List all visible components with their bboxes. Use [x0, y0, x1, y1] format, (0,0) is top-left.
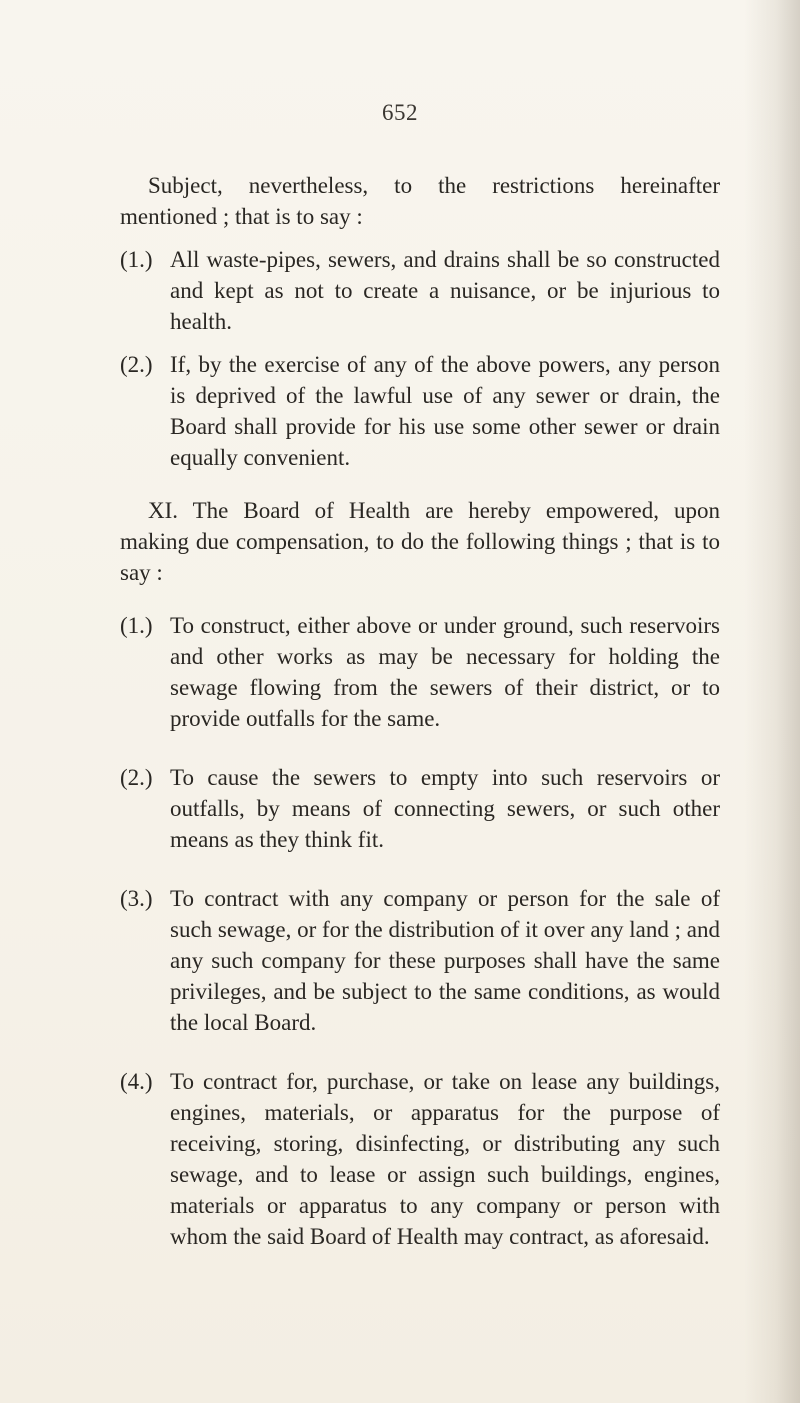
page-body [120, 170, 720, 1252]
item-text: To construct, either above or under ground, such reservoirs and other works as may be necessary for holding the sewage flowing from the sewers of their district, or to provide outfalls for the same. [170, 613, 720, 731]
page-number: 652 [382, 100, 418, 125]
item-number: (2.) [120, 765, 153, 790]
restriction-item [120, 244, 720, 337]
item-number: (1.) [120, 247, 153, 272]
power-item [120, 762, 720, 855]
intro-paragraph: Subject, nevertheless, to the restrictions hereinafter mentioned ; that is to say : [120, 173, 720, 229]
item-text: To contract for, purchase, or take on lease any buildings, engines, materials, or apparatus for the purpose of receiving, storing, disinfecting, or distributing any such sewage, and to lease or assign such buildings, engines, materials or apparatus to any company or person with whom the said Board of Health may contract, as aforesaid. [170, 1069, 720, 1249]
power-item [120, 883, 720, 1038]
power-item [120, 1066, 720, 1252]
item-text: All waste-pipes, sewers, and drains shall be so constructed and kept as not to create a nuisance, or be injurious to health. [170, 247, 720, 334]
item-number: (2.) [120, 352, 153, 377]
restriction-item [120, 349, 720, 473]
item-text: To contract with any company or person for the sale of such sewage, or for the distribution of it over any land ; and any such company for these purposes shall have the same privileges, and be subject to the same conditions, as would the local Board. [170, 886, 720, 1035]
power-item [120, 610, 720, 734]
item-text: If, by the exercise of any of the above powers, any person is deprived of the lawful use of any sewer or drain, the Board shall provide for his use some other sewer or drain equally convenient. [170, 352, 720, 470]
item-text: To cause the sewers to empty into such reservoirs or outfalls, by means of connecting sewers, or such other means as they think fit. [170, 765, 720, 852]
item-number: (3.) [120, 886, 153, 911]
section-xi-paragraph: XI. The Board of Health are hereby empowered, upon making due compensation, to do the following things ; that is to say : [120, 498, 720, 585]
item-number: (1.) [120, 613, 153, 638]
item-number: (4.) [120, 1069, 153, 1094]
